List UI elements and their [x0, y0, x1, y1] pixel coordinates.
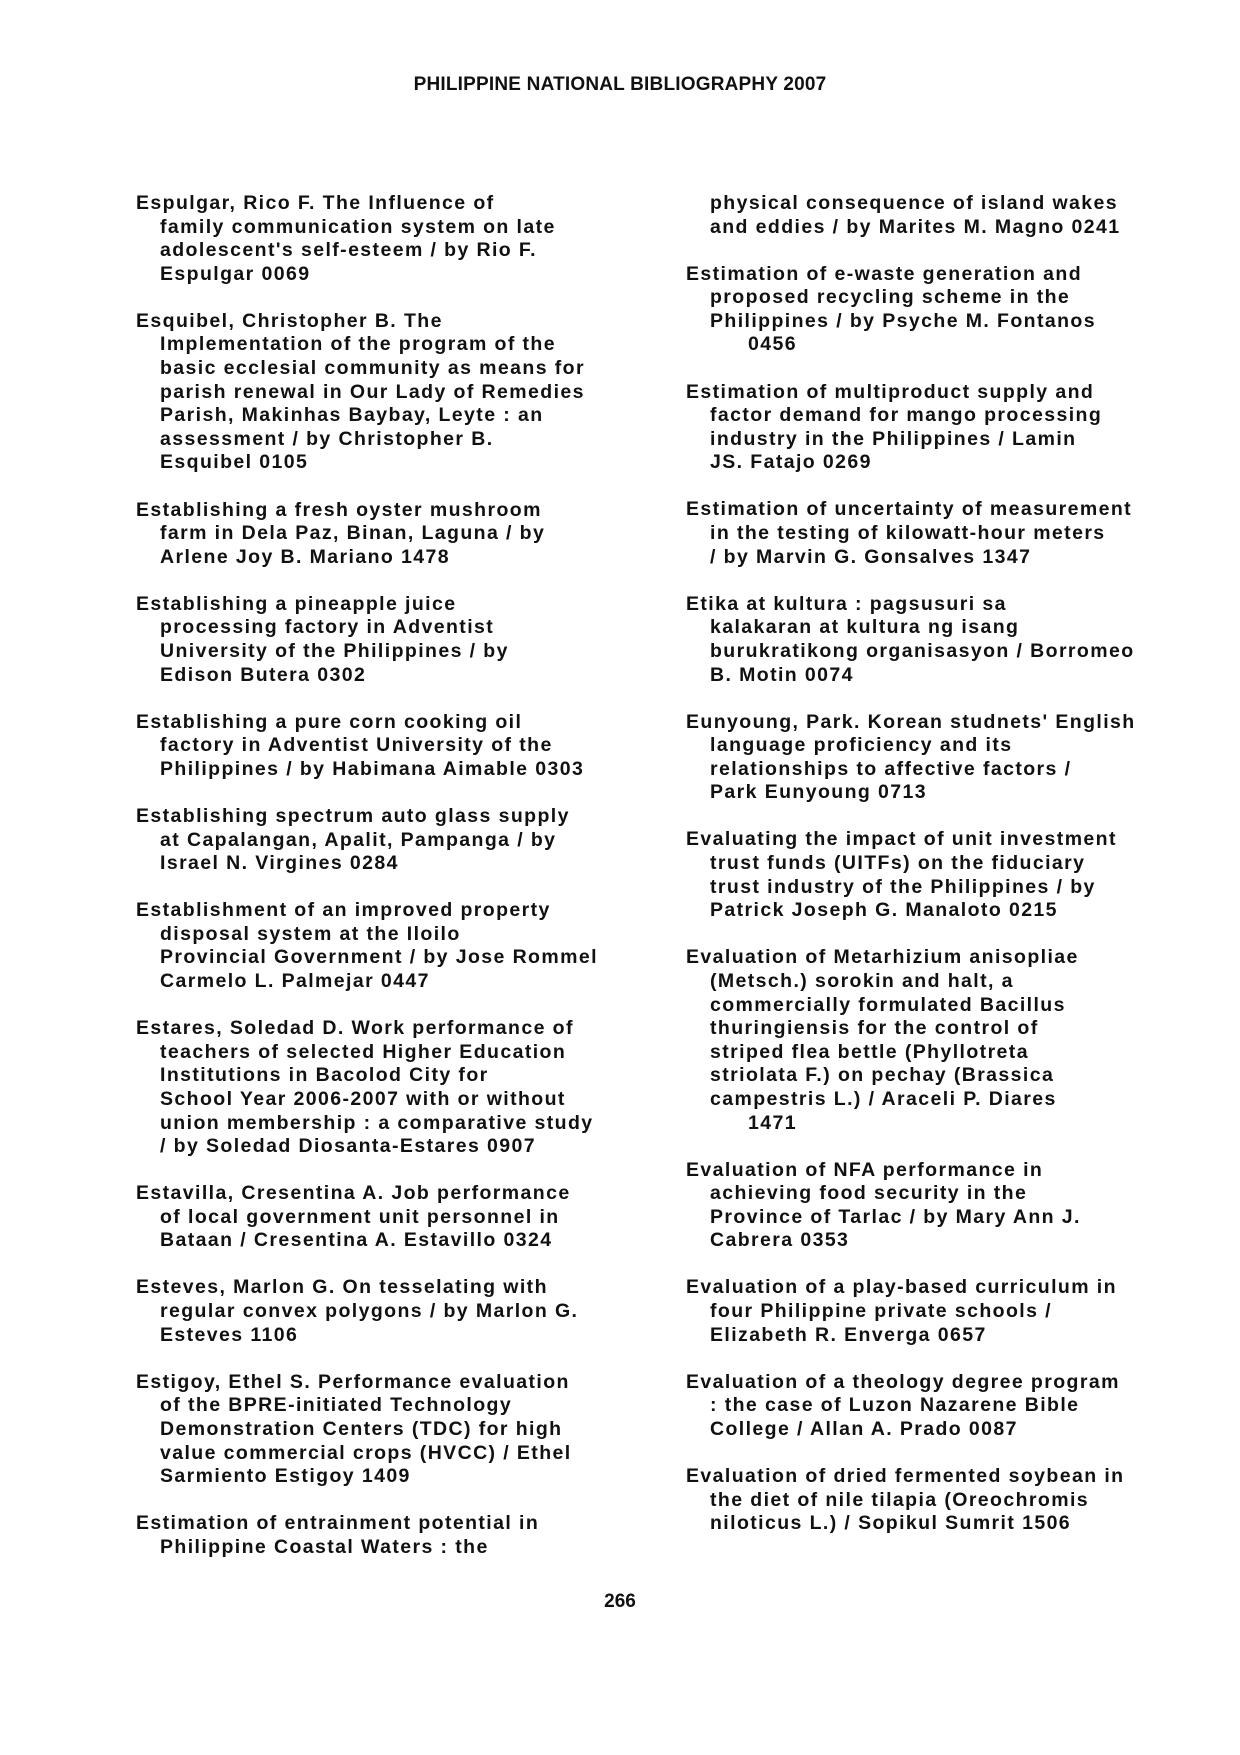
entry-line: Cabrera 0353 — [710, 1229, 850, 1252]
entry-line: Sarmiento Estigoy 1409 — [160, 1465, 411, 1488]
entry-line: trust industry of the Philippines / by — [710, 875, 1096, 898]
entry-line: 0456 — [748, 333, 797, 356]
bibliography-entry — [136, 899, 656, 993]
entry-line: Evaluation of a play-based curriculum in — [686, 1276, 1117, 1299]
entry-line: teachers of selected Higher Education — [160, 1040, 567, 1063]
bibliography-entry — [136, 711, 656, 782]
entry-line: proposed recycling scheme in the — [710, 286, 1071, 309]
bibliography-entry — [686, 946, 1206, 1135]
bibliography-entry — [686, 1465, 1206, 1536]
entry-line: Espulgar 0069 — [160, 262, 311, 285]
bibliography-entry — [686, 1371, 1206, 1442]
entry-line: Parish, Makinhas Baybay, Leyte : an — [160, 404, 544, 427]
bibliography-entry — [686, 381, 1206, 475]
entry-line: of local government unit personnel in — [160, 1205, 560, 1228]
entry-line: commercially formulated Bacillus — [710, 993, 1066, 1016]
bibliography-entry — [136, 593, 656, 687]
entry-line: College / Allan A. Prado 0087 — [710, 1417, 1018, 1440]
entry-line: Estimation of e-waste generation and — [686, 262, 1083, 285]
entry-line: processing factory in Adventist — [160, 616, 495, 639]
entry-line: thuringiensis for the control of — [710, 1017, 1039, 1040]
entry-line: adolescent's self-esteem / by Rio F. — [160, 239, 537, 262]
entry-line: Patrick Joseph G. Manaloto 0215 — [710, 899, 1058, 922]
entry-line: striped flea bettle (Phyllotreta — [710, 1040, 1029, 1063]
bibliography-entry — [686, 263, 1206, 357]
entry-line: Esteves 1106 — [160, 1323, 299, 1346]
entry-line: Bataan / Cresentina A. Estavillo 0324 — [160, 1229, 553, 1252]
entry-line: value commercial crops (HVCC) / Ethel — [160, 1441, 572, 1464]
entry-line: JS. Fatajo 0269 — [710, 451, 872, 474]
bibliography-entry — [686, 1159, 1206, 1253]
entry-line: Establishing a pure corn cooking oil — [136, 710, 523, 733]
entry-line: 1471 — [748, 1111, 797, 1134]
entry-line: Edison Butera 0302 — [160, 663, 367, 686]
bibliography-entry — [686, 711, 1206, 805]
bibliography-entry — [136, 805, 656, 876]
bibliography-entry — [136, 192, 656, 286]
entry-line: factor demand for mango processing — [710, 404, 1103, 427]
entry-line: campestris L.) / Araceli P. Diares — [710, 1087, 1057, 1110]
entry-line: Espulgar, Rico F. The Influence of — [136, 192, 495, 214]
entry-line: Arlene Joy B. Mariano 1478 — [160, 545, 451, 568]
entry-line: Establishing a pineapple juice — [136, 592, 457, 615]
bibliography-entry — [686, 593, 1206, 687]
bibliography-entry — [136, 1512, 656, 1559]
entry-line: Evaluation of Metarhizium anisopliae — [686, 946, 1079, 969]
entry-line: (Metsch.) sorokin and halt, a — [710, 969, 1014, 992]
entry-line: Implementation of the program of the — [160, 333, 556, 356]
entry-line: Estimation of entrainment potential in — [136, 1512, 540, 1535]
entry-line: striolata F.) on pechay (Brassica — [710, 1064, 1055, 1087]
entry-line: Elizabeth R. Enverga 0657 — [710, 1323, 987, 1346]
entry-line: four Philippine private schools / — [710, 1300, 1052, 1323]
bibliography-entry — [136, 1276, 656, 1347]
entry-line: Estimation of uncertainty of measurement — [686, 498, 1133, 521]
bibliography-entry — [686, 192, 1206, 239]
entry-line: Estigoy, Ethel S. Performance evaluation — [136, 1370, 570, 1393]
entry-line: Institutions in Bacolod City for — [160, 1064, 489, 1087]
page-header: PHILIPPINE NATIONAL BIBLIOGRAPHY 2007 — [413, 74, 827, 95]
entry-line: parish renewal in Our Lady of Remedies — [160, 380, 585, 403]
bibliography-entry — [136, 310, 656, 475]
entry-line: Philippines / by Psyche M. Fontanos — [710, 309, 1096, 332]
entry-line: regular convex polygons / by Marlon G. — [160, 1300, 579, 1323]
entry-line: / by Soledad Diosanta-Estares 0907 — [160, 1135, 536, 1158]
entry-line: burukratikong organisasyon / Borromeo — [710, 639, 1135, 662]
entry-line: Evaluation of NFA performance in — [686, 1158, 1044, 1181]
entry-line: kalakaran at kultura ng isang — [710, 616, 1020, 639]
entry-line: union membership : a comparative study — [160, 1111, 594, 1134]
bibliography-entry — [136, 1017, 656, 1159]
entry-line: Esquibel, Christopher B. The — [136, 309, 443, 332]
entry-line: Provincial Government / by Jose Rommel — [160, 946, 598, 969]
page-number: 266 — [604, 1591, 636, 1612]
entry-line: Establishment of an improved property — [136, 899, 551, 922]
entry-line: Estares, Soledad D. Work performance of — [136, 1017, 574, 1040]
entry-line: Evaluating the impact of unit investment — [686, 828, 1117, 851]
entry-line: Estimation of multiproduct supply and — [686, 380, 1095, 403]
entry-line: relationships to affective factors / — [710, 757, 1072, 780]
entry-line: Philippine Coastal Waters : the — [160, 1535, 489, 1558]
entry-line: B. Motin 0074 — [710, 663, 854, 686]
bibliography-entry — [136, 1371, 656, 1489]
entry-line: University of the Philippines / by — [160, 640, 509, 662]
entry-line: physical consequence of island wakes — [710, 192, 1119, 214]
entry-line: Evaluation of dried fermented soybean in — [686, 1465, 1125, 1488]
entry-line: Esquibel 0105 — [160, 451, 309, 474]
bibliography-entry — [686, 498, 1206, 569]
entry-line: Carmelo L. Palmejar 0447 — [160, 970, 430, 993]
entry-line: Park Eunyoung 0713 — [710, 781, 928, 804]
bibliography-entry — [686, 828, 1206, 922]
entry-line: Province of Tarlac / by Mary Ann J. — [710, 1205, 1081, 1228]
entry-line: farm in Dela Paz, Binan, Laguna / by — [160, 522, 546, 545]
entry-line: Demonstration Centers (TDC) for high — [160, 1417, 563, 1440]
left-column — [136, 192, 656, 1583]
entry-line: Philippines / by Habimana Aimable 0303 — [160, 757, 585, 780]
entry-line: basic ecclesial community as means for — [160, 357, 585, 380]
bibliography-entry — [136, 499, 656, 570]
entry-line: Evaluation of a theology degree program — [686, 1370, 1120, 1393]
entry-line: Etika at kultura : pagsusuri sa — [686, 592, 1007, 615]
entry-line: language proficiency and its — [710, 734, 1013, 757]
entry-line: and eddies / by Marites M. Magno 0241 — [710, 215, 1121, 238]
entry-line: disposal system at the Iloilo — [160, 922, 461, 945]
right-column — [686, 192, 1206, 1559]
entry-line: trust funds (UITFs) on the fiduciary — [710, 852, 1086, 875]
entry-line: niloticus L.) / Sopikul Sumrit 1506 — [710, 1512, 1072, 1535]
entry-line: industry in the Philippines / Lamin — [710, 427, 1077, 450]
entry-line: Establishing a fresh oyster mushroom — [136, 498, 542, 521]
entry-line: Esteves, Marlon G. On tesselating with — [136, 1276, 548, 1299]
entry-line: achieving food security in the — [710, 1182, 1028, 1205]
entry-line: / by Marvin G. Gonsalves 1347 — [710, 545, 1032, 568]
bibliography-entry — [686, 1276, 1206, 1347]
entry-line: at Capalangan, Apalit, Pampanga / by — [160, 828, 557, 851]
entry-line: Israel N. Virgines 0284 — [160, 852, 399, 875]
entry-line: : the case of Luzon Nazarene Bible — [710, 1394, 1080, 1417]
entry-line: Eunyoung, Park. Korean studnets' English — [686, 710, 1136, 733]
entry-line: of the BPRE-initiated Technology — [160, 1394, 513, 1417]
entry-line: family communication system on late — [160, 215, 556, 238]
bibliography-entry — [136, 1182, 656, 1253]
entry-line: the diet of nile tilapia (Oreochromis — [710, 1488, 1090, 1511]
entry-line: Establishing spectrum auto glass supply — [136, 804, 570, 827]
entry-line: factory in Adventist University of the — [160, 734, 553, 757]
entry-line: assessment / by Christopher B. — [160, 427, 494, 450]
entry-line: Estavilla, Cresentina A. Job performance — [136, 1182, 571, 1205]
entry-line: in the testing of kilowatt-hour meters — [710, 522, 1106, 545]
entry-line: School Year 2006-2007 with or without — [160, 1087, 566, 1110]
